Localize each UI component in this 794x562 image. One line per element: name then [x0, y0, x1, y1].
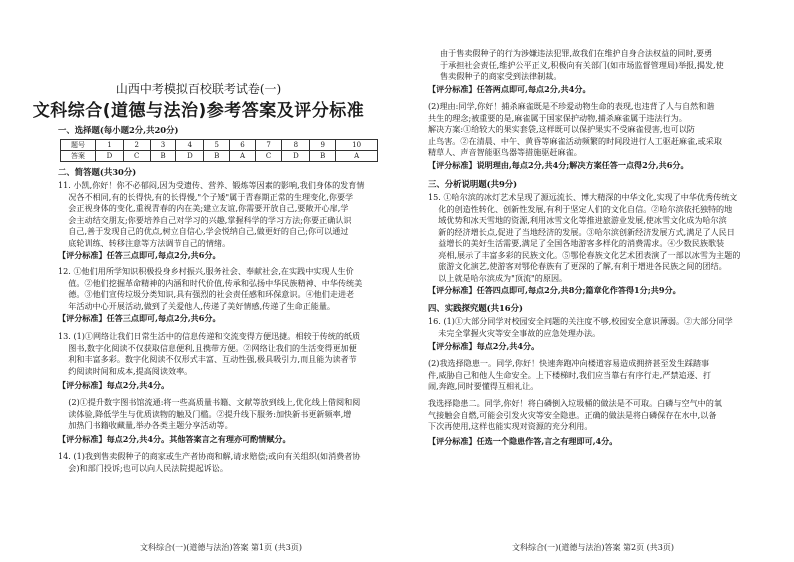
table-row-answers — [61, 151, 378, 162]
table-cell: 4 — [176, 140, 204, 151]
exam-supertitle: 山西中考模拟百校联考试卷(一) — [115, 82, 282, 96]
table-row-numbers — [61, 140, 378, 151]
table-cell: D — [176, 151, 204, 162]
answer-q14-1: 14. (1)我到售卖假种子的商家或生产者协商和解,请求赔偿;或向有关组织(如消费者协 会)和部门投诉;也可以向人民法院提起诉讼。 — [58, 451, 361, 473]
answer-q16-1: 16. (1)①大部分同学对校园安全问题的关注度不够,校园安全意识薄弱。②大部分同学 未完全掌握火灾等安全事故的应急处理办法。 — [428, 316, 733, 338]
answer-q16-2-hazard-1: (2)我选择隐患一。同学,你好！快速奔跑冲向楼道容易造成拥挤甚至发生踩踏事 件,威胁自己和他人生命安全。上下楼梯时,我们应当靠右有序行走,严禁追逐、打 闹,奔跑,同时要懂得互相礼让。 — [428, 358, 711, 391]
table-cell: 8 — [282, 140, 310, 151]
score-q15: 【评分标准】任答四点即可,每点2分,共8分;篇章化作答得1分;共9分。 — [428, 285, 681, 295]
table-cell: D — [96, 151, 124, 162]
table-cell: 2 — [123, 140, 150, 151]
table-cell: 10 — [336, 140, 378, 151]
score-q16-1: 【评分标准】每点2分,共4分。 — [428, 341, 540, 351]
table-cell: B — [204, 151, 230, 162]
answer-q11: 11. 小凯,你好！你不必郁闷,因为受遗传、营养、锻炼等因素的影响,我们身体的发育情 况各不相同,有的长得快,有的长得慢,"个子矮"属于青春期正常的生理变化,你要学 会正视身体的变化,重视青春的内在美;建立友谊,你需要开放自己,要敞开心扉,学 会主动结交朋友;你要培养自己对学习的兴趣,掌握科学的学习方法;你要正确认识 自己,善于发现自己的优点,树立自信心,学会悦纳自己,做更好的自己;你可以通过 底轮训练、转移注意等方法调节自己的情绪。 — [58, 180, 365, 248]
page-footer-1: 文科综合(一)(道德与法治)答案 第1页 (共3页) — [140, 543, 302, 552]
table-cell: B — [150, 151, 176, 162]
table-cell: C — [123, 151, 150, 162]
table-cell: A — [336, 151, 378, 162]
answer-q14-2: (2)理由:同学,你好！捕杀麻雀既是不珍爱动物生命的表现,也违背了人与自然和谐 共生的理念;被重要的是,麻雀属于国家保护动物,捕杀麻雀属于违法行为。 解决方案:①给较大的果实套袋,这样既可以保护果实不受麻雀侵害,也可以防 止鸟害。②在清晨、中午、黄昏等麻雀活动频繁的时间段进行人工驱赶麻雀,或采取 精草人、声音智能驱鸟器等措施驱赶麻雀。 — [428, 101, 722, 157]
table-cell: A — [230, 151, 255, 162]
table-cell: 5 — [204, 140, 230, 151]
table-cell: 6 — [230, 140, 255, 151]
answer-q14-1-continued: 由于售卖假种子的行为涉嫌违法犯罪,故我们在维护自身合法权益的同时,要勇 于承担社会责任,维护公平正义,积极向有关部门(如市场监督管理局)举报,揭发,使 售卖假种子的商家受到法律制裁。 — [440, 48, 724, 81]
answer-table — [60, 139, 378, 162]
table-cell: C — [255, 151, 282, 162]
score-q13-1: 【评分标准】每点2分,共4分。 — [58, 380, 170, 390]
table-cell-label: 题号 — [61, 140, 96, 151]
section-1-heading: 一、选择题(每小题2分,共20分) — [58, 125, 179, 135]
section-3-heading: 三、分析说明题(共9分) — [428, 179, 518, 189]
score-q16-2: 【评分标准】任选一个隐患作答,言之有理即可,4分。 — [428, 436, 618, 446]
table-cell: B — [310, 151, 336, 162]
answer-q13-1: 13. (1)①网络让我们日常生活中的信息传递和交流变得方便迅捷。相较于传统的纸质 图书,数字化阅读不仅获取信息便利,且携带方便。②网络让我们的生活变得更加便 利和丰富多彩。数字化阅读不仅形式丰富、互动性强,极具吸引力,而且能为读者节 约阅读时间和成本,提高阅读效率。 — [58, 331, 361, 376]
table-cell: 9 — [310, 140, 336, 151]
page-footer-2: 文科综合(一)(道德与法治)答案 第2页 (共3页) — [512, 543, 674, 552]
document-title: 文科综合(道德与法治)参考答案及评分标准 — [32, 101, 365, 121]
answer-q13-2: (2)①提升数字图书馆流通:将一些高质量书籍、文献等放到线上,优化线上借阅和阅 读体验,降低学生与优质读物的触及门槛。②提升线下服务:加快新书更新频率,增 加热门书籍收藏量,举办各类主题分享活动等。 — [68, 397, 361, 430]
score-q13-2: 【评分标准】每点2分,共4分。其他答案言之有理亦可酌情赋分。 — [58, 434, 291, 444]
table-cell: 3 — [150, 140, 176, 151]
table-cell-label: 答案 — [61, 151, 96, 162]
answer-q12: 12. ①他们用所学知识积极投身乡村振兴,服务社会、奉献社会,在实践中实现人生价 值。②他们挖掘革命精神的内涵和时代价值,传承和弘扬中华民族精神、中华传统美 德。③他们宣传垃圾分类知识,具有强烈的社会责任感和环保意识。④他们走进老 年活动中心开展活动,做到了关爱他人,传递了美好情感,传递了生命正能量。 — [58, 266, 363, 311]
section-4-heading: 四、实践探究题(共16分) — [428, 303, 523, 313]
table-cell: 1 — [96, 140, 124, 151]
answer-q16-2-hazard-2: 我选择隐患二。同学,你好！将白磷倒入垃圾桶的做法是不可取。白磷与空气中的氧 气接触会自燃,可能会引发火灾等安全隐患。正确的做法是将白磷保存在水中,以备 下次再使用,这样也能实现对资源的充分利用。 — [428, 398, 722, 431]
score-q14-1: 【评分标准】任答两点即可,每点2分,共4分。 — [428, 84, 591, 94]
answer-q15: 15. ①哈尔滨的冰灯艺术呈现了源远流长、博大精深的中华文化,实现了中华优秀传统文 化的创造性转化、创新性发展,有利于坚定人们的文化自信。②哈尔滨依托独特的地 域优势和冰天雪地的资源,利用冰雪文化等推进旅游业发展,使冰雪文化成为哈尔滨 新的经济增长点,促进了当地经济的发展。③哈尔滨创新经济发展方式,满足了人民日 益增长的美好生活需要,满足了全国各地游客多样化的消费需求。④少数民族歌装 亮相,展示了丰富多彩的民族文化。⑤鄂伦春族文化艺术团表演了一部以冰雪为主题的 旅游文化演艺,使游客对鄂伦春族有了更深的了解,有利于增进各民族之间的团结。 以上就是哈尔滨成为"顶流"的原因。 — [428, 192, 741, 283]
table-cell: D — [282, 151, 310, 162]
score-q14-2: 【评分标准】说明理由,每点2分,共4分;解决方案任答一点得2分,共6分。 — [428, 160, 689, 170]
table-cell: 7 — [255, 140, 282, 151]
score-q12: 【评分标准】任答三点即可,每点2分,共6分。 — [58, 313, 221, 323]
score-q11: 【评分标准】任答三点即可,每点2分,共6分。 — [58, 250, 221, 260]
section-2-heading: 二、简答题(共30分) — [58, 167, 137, 177]
